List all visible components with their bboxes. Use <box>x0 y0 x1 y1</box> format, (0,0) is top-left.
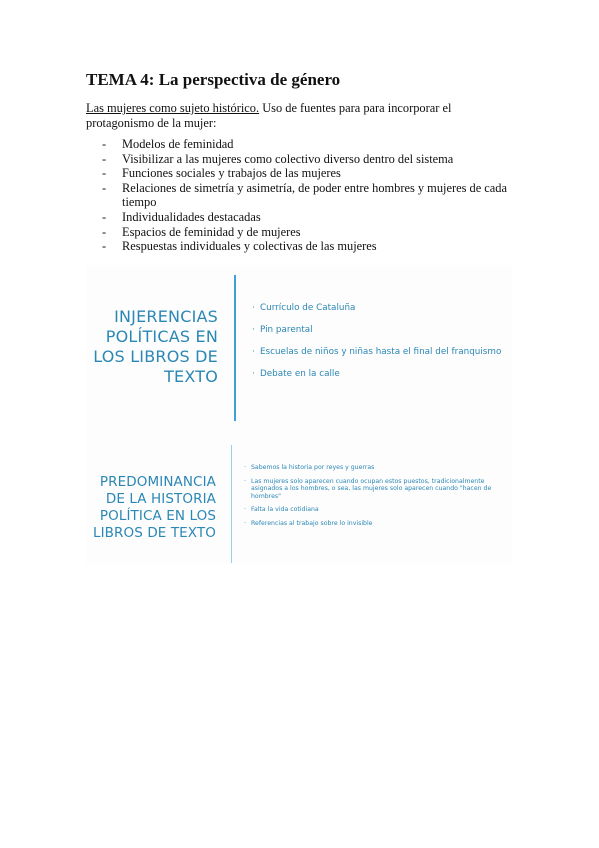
slide-list-item-text: Currículo de Cataluña <box>260 303 356 313</box>
slide-list-item-text: Referencias al trabajo sobre lo invisible <box>251 519 373 527</box>
list-item <box>86 210 518 225</box>
slide-list-item <box>244 478 504 501</box>
list-item <box>86 152 518 167</box>
dot-bullet: · <box>244 477 246 485</box>
embedded-slide-image <box>86 265 512 563</box>
dot-bullet: · <box>252 369 255 379</box>
slide-list-item <box>244 464 504 472</box>
dash-bullet: - <box>102 151 107 166</box>
dash-bullet: - <box>102 180 107 195</box>
slide-list-item-text: Las mujeres solo aparecen cuando ocupan estos puestos, tradicionalmente asignados a los hombres, o sea, las mujeres solo aparecen cuando "hacen de hombres" <box>251 477 492 500</box>
slide-section-1-title: INJERENCIAS POLÍTICAS EN LOS LIBROS DE TEXTO <box>93 307 218 386</box>
slide-list-item <box>252 347 501 358</box>
slide-section-1-list <box>252 303 501 391</box>
list-item <box>86 225 518 240</box>
dot-bullet: · <box>244 506 246 514</box>
slide-list-item <box>252 303 501 314</box>
slide-list-item <box>244 506 504 514</box>
list-item-text: Visibilizar a las mujeres como colectivo diverso dentro del sistema <box>122 151 454 166</box>
dash-bullet: - <box>102 224 107 239</box>
list-item-text: Relaciones de simetría y asimetría, de poder entre hombres y mujeres de cada tiempo <box>122 180 507 210</box>
dash-bullet: - <box>102 209 107 224</box>
dash-bullet: - <box>102 239 107 254</box>
dash-bullet: - <box>102 137 107 151</box>
list-item <box>86 166 518 181</box>
intro-text: Uso de fuentes para para incorporar el protagonismo de la mujer: <box>86 101 452 130</box>
slide-list-item-text: Escuelas de niños y niñas hasta el final del franquismo <box>260 347 502 357</box>
list-item <box>86 137 518 152</box>
list-item <box>86 181 518 210</box>
slide-list-item-text: Falta la vida cotidiana <box>251 506 319 514</box>
slide-list-item-text: Debate en la calle <box>260 369 340 379</box>
page-title: TEMA 4: La perspectiva de género <box>86 70 341 89</box>
slide-section-1-divider <box>234 275 236 421</box>
topic-list <box>86 137 518 254</box>
list-item-text: Funciones sociales y trabajos de las mujeres <box>122 166 341 181</box>
slide-list-item <box>244 520 504 528</box>
list-item-text: Modelos de feminidad <box>122 137 234 151</box>
list-item-text: Espacios de feminidad y de mujeres <box>122 224 301 239</box>
slide-section-2-title: PREDOMINANCIA DE LA HISTORIA POLÍTICA EN LOS LIBROS DE TEXTO <box>92 474 216 541</box>
dot-bullet: · <box>252 303 255 313</box>
dash-bullet: - <box>102 166 107 181</box>
list-item <box>86 239 518 254</box>
dot-bullet: · <box>252 325 255 335</box>
slide-list-item <box>252 325 501 336</box>
slide-list-item-text: Pin parental <box>260 325 313 335</box>
intro-paragraph <box>86 101 518 131</box>
dot-bullet: · <box>244 464 246 471</box>
list-item-text: Respuestas individuales y colectivas de las mujeres <box>122 239 377 254</box>
slide-list-item-text: Sabemos la historia por reyes y guerras <box>251 464 375 471</box>
slide-section-2-list <box>244 464 504 534</box>
list-item-text: Individualidades destacadas <box>122 209 261 224</box>
dot-bullet: · <box>244 519 246 527</box>
slide-list-item <box>252 369 501 380</box>
intro-underlined-text: Las mujeres como sujeto histórico. <box>86 101 260 115</box>
dot-bullet: · <box>252 347 255 357</box>
slide-section-2-divider <box>231 445 232 563</box>
